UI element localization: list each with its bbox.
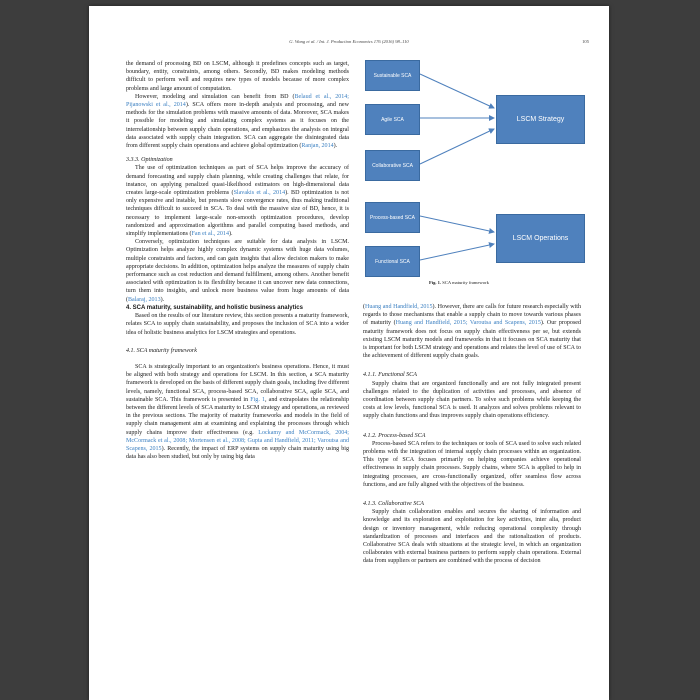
box-functional-sca: Functional SCA — [365, 246, 420, 277]
subsection-heading: 4.1.1. Functional SCA — [363, 372, 417, 379]
box-lscm-operations: LSCM Operations — [496, 214, 585, 263]
section-heading: 4. SCA maturity, sustainability, and holistic business analytics — [126, 304, 303, 311]
document-page — [89, 6, 609, 700]
paragraph: (Huang and Handfield, 2015). However, there are calls for future research especially with regards to those mechanisms that enable a supply chain to move towards various phases of maturity (Huang and Handfield, 2015; Varoutsa and Scapens, 2015). Our proposed maturity framework does not focus on supply chain effectiveness per se, but extends existing LSCM maturity models and frameworks in that it focuses on SCA maturity that is important for both LSCM strategy and operations and relates the level of use of SCA to the achievement of different supply chain goals. — [363, 304, 582, 360]
figure-caption: Fig. 1. SCA maturity framework — [429, 280, 489, 285]
subsection-heading: 4.1. SCA maturity framework — [126, 347, 197, 354]
paragraph: SCA is strategically important to an organization's business operations. Hence, it must be aligned with both strategy and operations for LSCM. In this section, a SCA maturity framework is developed on the basis of different supply chain goals, including five different levels, namely, functional SCA, process-based SCA, collaborative SCA, agile SCA, and sustainable SCA. This framework is presented in Fig. 1, and extrapolates the relationship between the different levels of SCA maturity to LSCM strategy and operations, as reviewed in the previous sections. The majority of maturity frameworks and models in the field of supply chain management aim at examining and explaining the processes through which supply chains improve their effectiveness (e.g. Lockamy and McCormack, 2004; McCormack et al., 2008; Mortensen et al., 2008; Gupta and Handfield, 2011; Varoutsa and Scapens, 2015). Recently, the impact of ERP systems on supply chain maturity using big data has also been studied, but only by using big data — [126, 363, 349, 461]
paragraph: the demand of processing BD on LSCM, although it predefines concepts such as target, boundary, entity, constraints, among others. Secondly, BD makes modeling methods difficult to perform well and requires new types of models because of more complex problems and large amount of computation. — [126, 61, 349, 92]
page-number: 105 — [582, 39, 589, 44]
citation-link[interactable]: Lockamy and McCormack, 2004; McCormack et al., 2008; Mortensen et al., 2008; Gupta and Handfield, 2011; Varoutsa and Scapens, 2015 — [126, 429, 349, 452]
citation-link[interactable]: Balaraj, 2013 — [128, 296, 161, 303]
citation-link[interactable]: Huang and Handfield, 2015; Varoutsa and Scapens, 2015 — [395, 320, 541, 327]
right-column — [363, 303, 581, 566]
box-collaborative-sca: Collaborative SCA — [365, 150, 420, 181]
arrow — [420, 129, 494, 164]
box-sustainable-sca: Sustainable SCA — [365, 60, 420, 91]
box-process-based-sca: Process-based SCA — [365, 202, 420, 233]
figure-link[interactable]: Fig. 1 — [250, 396, 265, 403]
paragraph: Process-based SCA refers to the techniques or tools of SCA used to solve such related problems with the integration of internal supply chain processes within an organization. This type of SCA focuses primarily on helping companies achieve operational effectiveness in supply chain processes. Supply chains, where SCA is applied to help in integrating processes, are cross-functionally organized, offer seamless flow across functions, and are fully aligned with the objectives of the business. — [363, 440, 581, 488]
subsection-heading: 3.3.3. Optimization — [126, 157, 173, 164]
paragraph: However, modeling and simulation can benefit from BD (Belaud et al., 2014; Pijanowski et al., 2014). SCA offers more in-depth analysis and processing, and new methods for the simulation problems with massive amounts of data. Moreover, SCA makes it possible for modeling and simulating complex systems as it focuses on the interrelationship between supply chain operations, and emphasizes the analysis on integral data associated with supply chain integration. SCA can aggregate the disintegrated data from different supply chain operations and achieve global optimization (Ranjan, 2014). — [126, 93, 349, 150]
subsection-heading: 4.1.3. Collaborative SCA — [363, 501, 424, 508]
citation-link[interactable]: Belaud et al., 2014; Pijanowski et al., 2014 — [126, 93, 349, 109]
paragraph: Based on the results of our literature review, this section presents a maturity framework, relates SCA to supply chain sustainability, and proposes the inclusion of SCA into a wider idea of holistic business analytics for LSCM strategies and operations. — [126, 313, 349, 336]
subsection-heading: 4.1.2. Process-based SCA — [363, 432, 426, 439]
running-header: G. Wang et al. / Int. J. Production Economics 176 (2016) 98–110 — [289, 39, 409, 44]
arrow — [420, 74, 494, 108]
paragraph: The use of optimization techniques as part of SCA helps improve the accuracy of demand forecasting and supply chain planning, while creating challenges that relate, for instance, on applying penalized quasi-likelihood estimators on high-dimensional data creates large-scale optimization problems (Slavakis et al., 2014). BD optimization is not only expensive and instable, but presents slow convergence rates, thus making traditional techniques difficult to succeed in SCA. To deal with the massive size of BD, hence, it is necessary to implement large-scale non-smooth optimization procedures, develop randomized and approximation algorithms and parallel computing based methods, and simplify implementations (Fan et al., 2014). — [126, 165, 349, 238]
paragraph: Supply chain collaboration enables and secures the sharing of information and knowledge and its exploration and exploitation for key activities, inter alia, product design or inventory management, while reducing operational complexity through standardization of processes and interfaces and the rationalization of products. Collaborative SCA deals with situations at the strategic level, in which an organization collaborates with external business partners to perform supply chain operations. External data from suppliers or partners are combined with the process of decision — [363, 509, 581, 565]
citation-link[interactable]: Huang and Handfield, 2015 — [365, 304, 433, 310]
citation-link[interactable]: Ranjan, 2014 — [301, 143, 334, 150]
arrow — [420, 244, 494, 260]
citation-link[interactable]: Slavakis et al., 2014 — [233, 190, 286, 197]
arrow — [420, 216, 494, 232]
box-agile-sca: Agile SCA — [365, 104, 420, 135]
box-lscm-strategy: LSCM Strategy — [496, 95, 585, 144]
citation-link[interactable]: Fan et al., 2014 — [191, 231, 229, 238]
paragraph: Conversely, optimization techniques are suitable for data analysis in LSCM. Optimization helps analyze highly complex dynamic systems with huge data volumes, multiple constraints and factors, and can gain insights that allow decision makers to make appropriate decisions. In addition, optimization helps analyze the measures of supply chain performance such as cost reduction and demand fulfillment, among others. Another benefit associated with optimization is its flexibility because it can uncover new data connections, turn them into insights, and unlock more business value from huge amounts of data (Balaraj, 2013). — [126, 239, 349, 303]
paragraph: Supply chains that are organized functionally and are not fully integrated present challenges related to the duplication of activities and processes, and absence of coordination between supply chain partners. To solve such problems while keeping the costs at low levels, functional SCA is used. It analyzes and solves problems relevant to supply chain functions and thus improves supply chain operations efficiency. — [363, 380, 581, 420]
figure-sca-maturity — [89, 6, 609, 306]
